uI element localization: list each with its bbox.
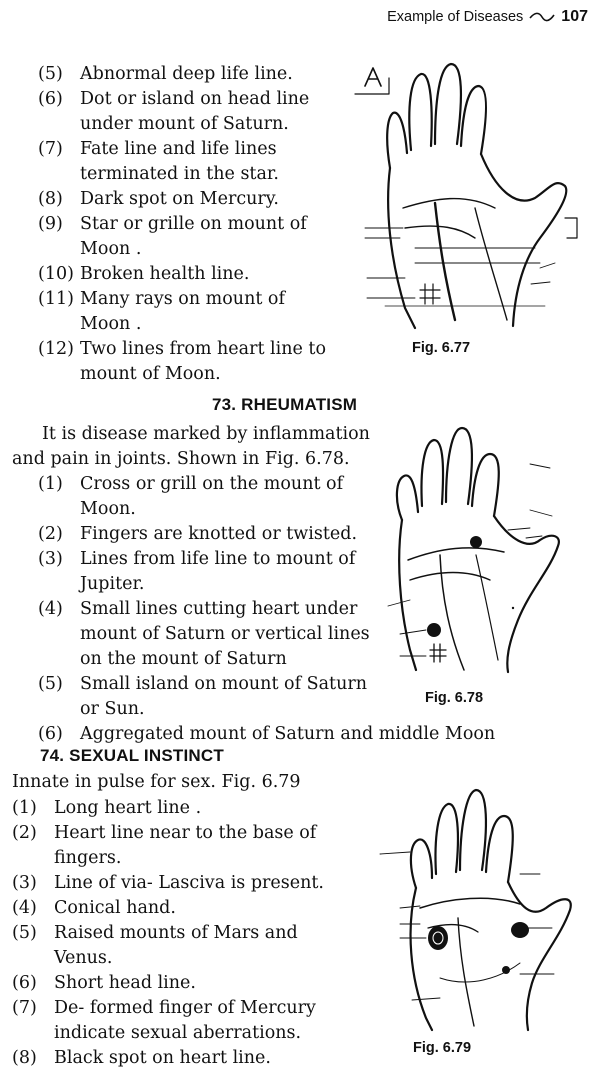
item-number: (12) — [38, 339, 74, 359]
item-text-line: Moon . — [80, 239, 142, 259]
item-text-line: Lines from life line to mount of — [80, 549, 356, 569]
list-item — [12, 971, 382, 996]
list-item — [38, 722, 548, 747]
item-text-line: Black spot on heart line. — [54, 1048, 271, 1068]
item-text-line: Raised mounts of Mars and — [54, 923, 298, 943]
item-text-line: De- formed finger of Mercury — [54, 998, 316, 1018]
list-item — [38, 87, 338, 137]
disease-sign-list-top — [38, 62, 338, 387]
list-item — [12, 921, 382, 971]
section-73-intro-line-2: and pain in joints. Shown in Fig. 6.78. — [12, 449, 350, 469]
item-number: (1) — [12, 798, 37, 818]
item-number: (2) — [12, 823, 37, 843]
section-73-intro-line-1: It is disease marked by inflammation — [42, 424, 370, 444]
item-number: (4) — [38, 599, 63, 619]
item-text-line: Conical hand. — [54, 898, 176, 918]
swash-ornament-icon — [529, 12, 555, 22]
item-number: (3) — [38, 549, 63, 569]
item-number: (8) — [12, 1048, 37, 1068]
item-text-line: Small island on mount of Saturn — [80, 674, 367, 694]
item-number: (10) — [38, 264, 74, 284]
list-item — [38, 137, 338, 187]
item-number: (5) — [12, 923, 37, 943]
list-item — [12, 996, 382, 1046]
item-number: (3) — [12, 873, 37, 893]
item-number: (8) — [38, 189, 63, 209]
item-text-line: Venus. — [54, 948, 113, 968]
item-number: (9) — [38, 214, 63, 234]
list-item — [38, 262, 338, 287]
list-item — [38, 287, 338, 337]
list-item — [12, 1046, 382, 1071]
list-item — [38, 187, 338, 212]
section-73-heading: 73. RHEUMATISM — [212, 395, 358, 414]
item-text-line: Line of via- Lasciva is present. — [54, 873, 324, 893]
item-text-line: under mount of Saturn. — [80, 114, 289, 134]
fig-6-79-caption: Fig. 6.79 — [413, 1040, 472, 1056]
section-74-heading: 74. SEXUAL INSTINCT — [40, 746, 224, 765]
item-number: (7) — [38, 139, 63, 159]
item-number: (1) — [38, 474, 63, 494]
item-number: (4) — [12, 898, 37, 918]
item-number: (11) — [38, 289, 74, 309]
item-number: (7) — [12, 998, 37, 1018]
item-text-line: Cross or grill on the mount of — [80, 474, 344, 494]
list-item — [12, 796, 382, 821]
item-text-line: Dot or island on head line — [80, 89, 310, 109]
item-number: (6) — [38, 89, 63, 109]
list-item — [12, 896, 382, 921]
item-text-line: Short head line. — [54, 973, 196, 993]
item-text-line: Jupiter. — [80, 574, 145, 594]
page-number: 107 — [561, 8, 588, 25]
list-item — [38, 62, 338, 87]
palm-diagram-fig-6-79 — [370, 778, 590, 1033]
item-text-line: Moon . — [80, 314, 142, 334]
item-text-line: Aggregated mount of Saturn and middle Moon — [80, 724, 496, 744]
item-number: (5) — [38, 674, 63, 694]
item-text-line: Two lines from heart line to — [80, 339, 326, 359]
item-text-line: Fate line and life lines — [80, 139, 277, 159]
running-title: Example of Diseases — [387, 9, 524, 25]
sexual-instinct-sign-list — [12, 796, 382, 1071]
item-text-line: on the mount of Saturn — [80, 649, 287, 669]
item-number: (6) — [38, 724, 63, 744]
list-item — [12, 821, 382, 871]
item-text-line: Heart line near to the base of — [54, 823, 317, 843]
palm-diagram-fig-6-78 — [380, 420, 580, 675]
item-number: (6) — [12, 973, 37, 993]
item-text-line: mount of Saturn or vertical lines — [80, 624, 370, 644]
item-text-line: Many rays on mount of — [80, 289, 285, 309]
item-text-line: mount of Moon. — [80, 364, 221, 384]
list-item — [38, 212, 338, 262]
item-text-line: fingers. — [54, 848, 122, 868]
item-text-line: indicate sexual aberrations. — [54, 1023, 302, 1043]
running-header — [387, 8, 588, 26]
item-text-line: Long heart line . — [54, 798, 202, 818]
section-73-intro — [12, 422, 392, 472]
section-74-intro: Innate in pulse for sex. Fig. 6.79 — [12, 772, 301, 792]
item-text-line: Moon. — [80, 499, 136, 519]
list-item — [38, 337, 338, 387]
fig-6-78-caption: Fig. 6.78 — [425, 690, 484, 706]
palm-diagram-fig-6-77 — [345, 58, 585, 338]
item-text-line: Dark spot on Mercury. — [80, 189, 279, 209]
item-number: (5) — [38, 64, 63, 84]
item-text-line: Broken health line. — [80, 264, 250, 284]
item-text-line: Abnormal deep life line. — [80, 64, 293, 84]
item-text-line: or Sun. — [80, 699, 145, 719]
item-text-line: terminated in the star. — [80, 164, 279, 184]
list-item — [12, 871, 382, 896]
fig-6-77-caption: Fig. 6.77 — [412, 340, 471, 356]
item-number: (2) — [38, 524, 63, 544]
item-text-line: Fingers are knotted or twisted. — [80, 524, 358, 544]
item-text-line: Small lines cutting heart under — [80, 599, 358, 619]
item-text-line: Star or grille on mount of — [80, 214, 307, 234]
